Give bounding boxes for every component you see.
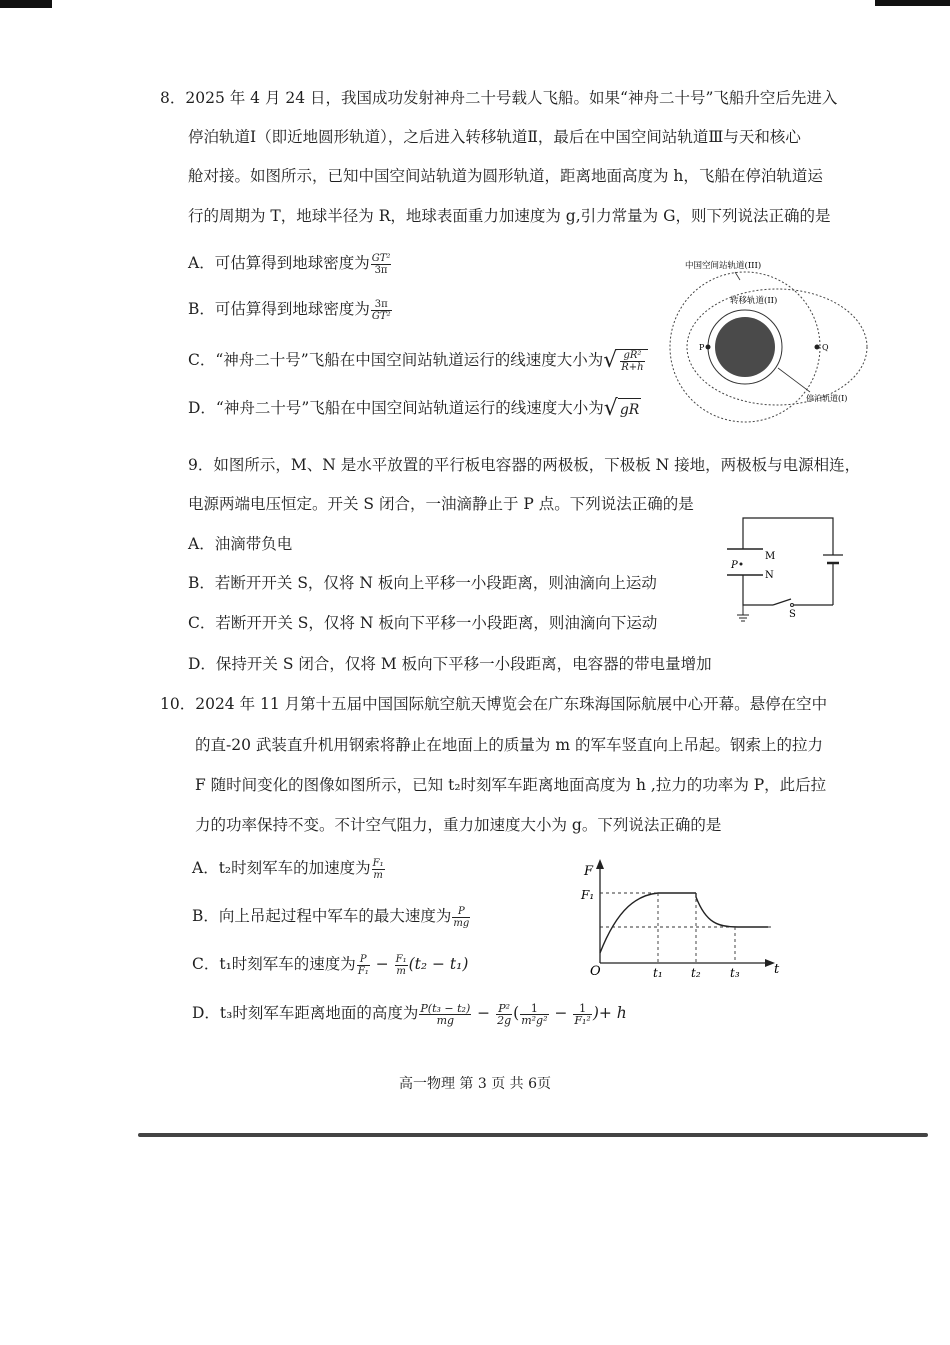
scan-edge-mark-right	[875, 0, 950, 6]
q10-option-d: D．t₃时刻军车距离地面的高度为 $\frac{\text{P(t₃ − t₂)}}{mg}$ − $\frac{\text{P²}}{2g}$ ( $\frac{1}{\text{m²g²}}$ − $\frac{1}{\text{F₁²}}$ )+ h	[192, 1001, 627, 1027]
label-transfer-orbit: 转移轨道(II)	[730, 296, 778, 306]
orbit-diagram	[660, 252, 880, 432]
force-curve-rising	[600, 893, 658, 953]
page-edge-line	[138, 1133, 928, 1137]
label-station-orbit: 中国空间站轨道(III)	[685, 261, 762, 271]
q9-option-c: C．若断开开关 S，仅将 N 板向下平移一小段距离，则油滴向下运动	[188, 614, 658, 632]
capacitor-circuit-diagram	[725, 515, 845, 630]
q9-option-a: A．油滴带负电	[188, 535, 293, 553]
scan-edge-mark-left	[0, 0, 52, 8]
earth	[715, 317, 775, 377]
q8-line-2: 停泊轨道Ⅰ（即近地圆形轨道），之后进入转移轨道Ⅱ，最后在中国空间站轨道Ⅲ与天和核心	[188, 128, 801, 146]
q10-line-2: 的直-20 武装直升机用钢索将静止在地面上的质量为 m 的军车竖直向上吊起。钢索上的拉力	[195, 736, 823, 754]
label-p: P	[731, 560, 738, 571]
label-n: N	[765, 570, 774, 581]
q9-option-b: B．若断开开关 S，仅将 N 板向上平移一小段距离，则油滴向上运动	[188, 574, 657, 592]
label-point-q: Q	[822, 343, 829, 352]
q10-option-a: A．t₂时刻军车的加速度为 $\frac{\text{F₁}}{m}$	[192, 857, 384, 881]
q8-option-d: D．“神舟二十号”飞船在中国空间站轨道运行的线速度大小为√ gR	[188, 396, 640, 421]
q10-line-4: 力的功率保持不变。不计空气阻力，重力加速度大小为 g。下列说法正确的是	[195, 816, 722, 834]
q10-option-c: C．t₁时刻军车的速度为 $\frac{P}{\text{F₁}}$ − $\frac{\text{F₁}}{m}$ (t₂ − t₁)	[192, 953, 469, 977]
transfer-orbit-ellipse	[687, 289, 867, 405]
q9-option-d: D．保持开关 S 闭合，仅将 M 板向下平移一小段距离，电容器的带电量增加	[188, 655, 712, 673]
f1-label: F₁	[581, 888, 595, 902]
q10-line-3: F 随时间变化的图像如图所示，已知 t₂时刻军车距离地面高度为 h ,拉力的功率为 P，此后拉	[195, 776, 827, 794]
t2-label: t₂	[691, 966, 701, 980]
force-time-graph	[578, 855, 788, 980]
q8-line-4: 行的周期为 T，地球半径为 R，地球表面重力加速度为 g,引力常量为 G，则下列说法正确的是	[188, 207, 831, 225]
q8-option-b: B．可估算得到地球密度为 $\frac{3\pi}{\text{GT²}}$	[188, 298, 391, 322]
label-parking-orbit: 停泊轨道(I)	[806, 394, 848, 403]
q8-option-c: C．“神舟二十号”飞船在中国空间站轨道运行的线速度大小为√ $\frac{\text{gR²}}{R+h}$	[188, 349, 648, 373]
oil-drop	[740, 563, 743, 566]
f-axis-label: F	[584, 864, 594, 879]
q8-line-3: 舱对接。如图所示，已知中国空间站轨道为圆形轨道，距离地面高度为 h，飞船在停泊轨道运	[188, 167, 823, 185]
q10-line-1: 10．2024 年 11 月第十五届中国国际航空航天博览会在广东珠海国际航展中心开幕。悬停在空中	[160, 695, 828, 713]
force-curve-falling	[696, 893, 768, 927]
t3-label: t₃	[730, 966, 740, 980]
label-point-p: P	[699, 343, 705, 352]
q8-option-a: A．可估算得到地球密度为 $\frac{\text{GT²}}{3\pi}$	[188, 252, 391, 276]
page-footer: 高一物理 第 3 页 共 6页	[398, 1076, 552, 1092]
q9-line-1: 9．如图所示，M、N 是水平放置的平行板电容器的两极板，下极板 N 接地，两极板与电源相连，	[188, 456, 861, 474]
q9-line-2: 电源两端电压恒定。开关 S 闭合，一油滴静止于 P 点。下列说法正确的是	[188, 495, 694, 513]
label-s: S	[789, 609, 796, 620]
label-m: M	[765, 551, 776, 562]
q10-option-b: B．向上吊起过程中军车的最大速度为 $\frac{P}{mg}$	[192, 905, 470, 929]
switch-s	[773, 599, 791, 605]
t-axis-label: t	[774, 962, 780, 977]
origin-label: O	[590, 964, 601, 979]
t1-label: t₁	[653, 966, 663, 980]
q8-line-1: 8．2025 年 4 月 24 日，我国成功发射神舟二十号载人飞船。如果“神舟二十号”飞船升空后先进入	[160, 89, 838, 107]
